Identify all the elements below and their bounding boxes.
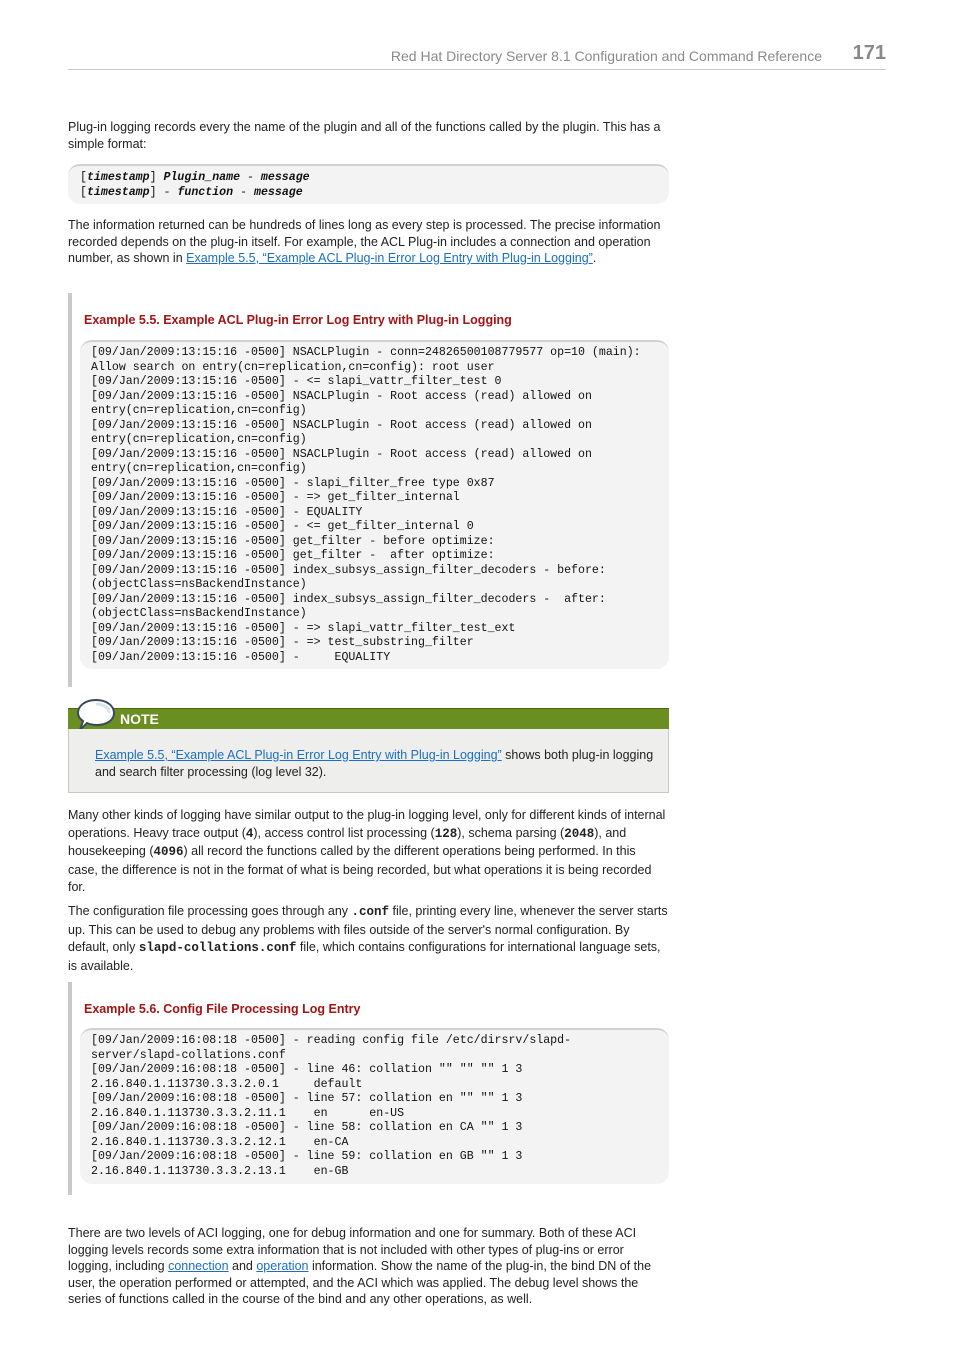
example-5-6-code: [09/Jan/2009:16:08:18 -0500] - reading config file /etc/dirsrv/slapd- server/slapd-collations.conf [09/Jan/2009:16:08:18 -0500] - line 46: collation "" "" "" 1 3 2.16.840.1.113730.3.3.2.0.1 default [09/Jan/2009:16:08:18 -0500] - line 57: collation en "" "" 1 3 2.16.840.1.113730.3.3.2.11.1 en en-US [09/Jan/2009:16:08:18 -0500] - line 58: collation en CA "" 1 3 2.16.840.1.113730.3.3.2.12.1 en-CA [09/Jan/2009:16:08:18 -0500] - line 59: collation en GB "" 1 3 2.16.840.1.113730.3.3.2.13.1 en-GB xyxy=(80,1028,669,1184)
collations-filename: slapd-collations.conf xyxy=(138,941,297,955)
example-5-5-title: Example 5.5. Example ACL Plug-in Error Log Entry with Plug-in Logging xyxy=(84,313,512,327)
conf-extension: .conf xyxy=(351,905,390,919)
format-plugin-name: Plugin_name xyxy=(163,171,241,184)
format-message: message xyxy=(260,171,310,184)
page-number: 171 xyxy=(852,42,886,64)
connection-link[interactable]: connection xyxy=(168,1259,229,1273)
note-label: NOTE xyxy=(120,711,159,727)
log-level-value: 4 xyxy=(245,826,254,841)
note-box xyxy=(68,708,669,794)
paragraph-acl-info: The information returned can be hundreds of lines long as every step is processed. The precise information recorded depends on the plug-in itself. For example, the ACL Plug-in includes a connection and operation number, as shown in Example 5.5, “Example ACL Plug-in Error Log Entry with Plug-in Logging”. xyxy=(68,218,661,265)
operation-link[interactable]: operation xyxy=(256,1259,309,1273)
note-example-5-5-link[interactable]: Example 5.5, “Example ACL Plug-in Error Log Entry with Plug-in Logging” xyxy=(95,748,502,762)
note-header xyxy=(68,708,669,730)
speech-bubble-icon xyxy=(76,698,116,732)
note-body xyxy=(68,729,669,793)
example-5-6 xyxy=(68,982,673,1195)
format-timestamp: timestamp xyxy=(86,185,150,199)
intro-paragraph: Plug-in logging records every the name of the plugin and all of the functions called by the plugin. This has a simple format: xyxy=(68,120,661,151)
example-5-5-link[interactable]: Example 5.5, “Example ACL Plug-in Error Log Entry with Plug-in Logging” xyxy=(186,251,593,265)
log-level-value: 2048 xyxy=(564,826,595,841)
header-title: Red Hat Directory Server 8.1 Configuration and Command Reference xyxy=(390,48,822,64)
format-message: message xyxy=(253,185,303,199)
format-function: function xyxy=(177,185,234,199)
example-5-5-code: [09/Jan/2009:13:15:16 -0500] NSACLPlugin - conn=24826500108779577 op=10 (main): Allow search on entry(cn=replication,cn=config): root user [09/Jan/2009:13:15:16 -0500] - <= slapi_vattr_filter_test 0 [09/Jan/2009:13:15:16 -0500] NSACLPlugin - Root access (read) allowed on entry(cn=replication,cn=config) [09/Jan/2009:13:15:16 -0500] NSACLPlugin - Root access (read) allowed on entry(cn=replication,cn=config) [09/Jan/2009:13:15:16 -0500] NSACLPlugin - Root access (read) allowed on entry(cn=replication,cn=config) [09/Jan/2009:13:15:16 -0500] - slapi_filter_free type 0x87 [09/Jan/2009:13:15:16 -0500] - => get_filter_internal [09/Jan/2009:13:15:16 -0500] - EQUALITY [09/Jan/2009:13:15:16 -0500] - <= get_filter_internal 0 [09/Jan/2009:13:15:16 -0500] get_filter - before optimize: [09/Jan/2009:13:15:16 -0500] get_filter - after optimize: [09/Jan/2009:13:15:16 -0500] index_subsys_assign_filter_decoders - before: (objectClass=nsBackendInstance) [09/Jan/2009:13:15:16 -0500] index_subsys_assign_filter_decoders - after: (objectClass=nsBackendInstance) [09/Jan/2009:13:15:16 -0500] - => slapi_vattr_filter_test_ext [09/Jan/2009:13:15:16 -0500] - => test_substring_filter [09/Jan/2009:13:15:16 -0500] - EQUALITY xyxy=(80,340,669,669)
paragraph-config-processing: The configuration file processing goes through any .conf file, printing every line, whenever the server starts up. This can be used to debug any problems with files outside of the server's normal configuration. By default, only slapd-collations.conf file, which contains configurations for international language sets, is available. xyxy=(68,904,668,973)
paragraph-aci-logging: There are two levels of ACI logging, one for debug information and one for summary. Both of these ACI logging levels records some extra information that is not included with other types of plug-ins or error logging, including connection and operation information. Show the name of the plug-in, the bind DN of the user, the operation performed or attempted, and the ACI which was applied. The debug level shows the series of functions called in the course of the bind and any other operations, as well. xyxy=(68,1226,652,1306)
example-5-5 xyxy=(68,293,673,687)
example-5-6-title: Example 5.6. Config File Processing Log Entry xyxy=(84,1002,361,1016)
format-timestamp: timestamp xyxy=(86,171,150,184)
page-header xyxy=(68,40,886,70)
log-level-value: 4096 xyxy=(153,845,184,859)
note-text: Example 5.5, “Example ACL Plug-in Error Log Entry with Plug-in Logging” shows both plug-in logging and search filter processing (log level 32). xyxy=(95,748,654,779)
format-block: [timestamp] Plugin_name - message [timestamp] - function - message xyxy=(68,164,669,204)
log-level-value: 128 xyxy=(434,826,458,841)
paragraph-logging-kinds: Many other kinds of logging have similar output to the plug-in logging level, only for different kinds of internal operations. Heavy trace output (4), access control list processing (128), schema parsing (2048), and housekeeping (4096) all record the functions called by the different operations being performed. In this case, the difference is not in the format of what is being recorded, but what operations it is being recorded for. xyxy=(68,808,666,894)
